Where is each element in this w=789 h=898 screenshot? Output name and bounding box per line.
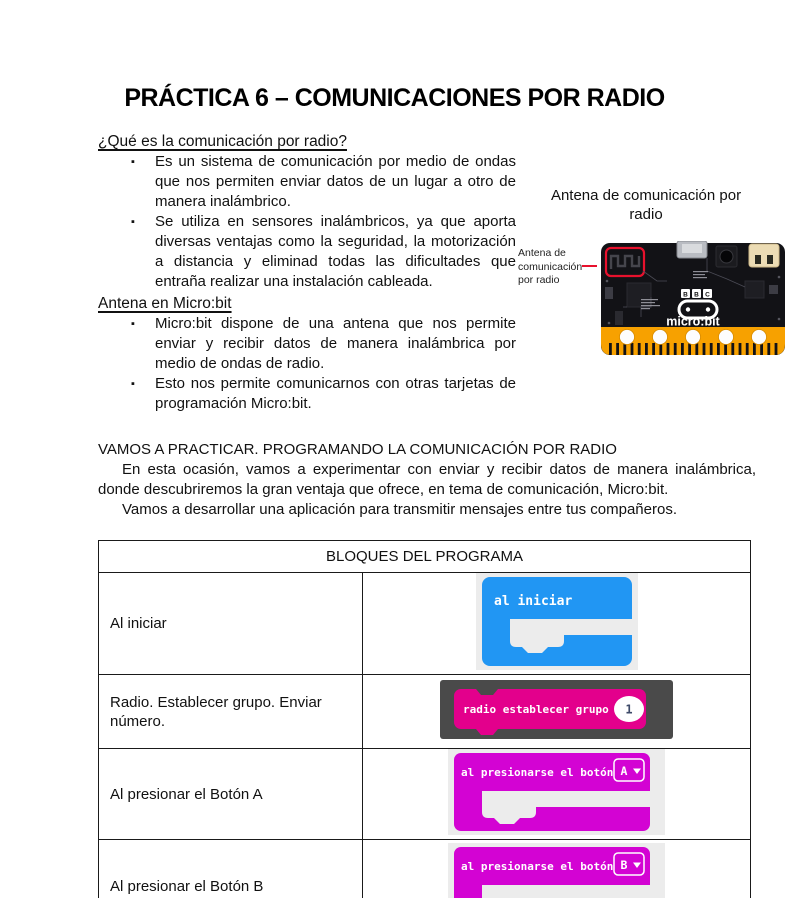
- page-title: PRÁCTICA 6 – COMUNICACIONES POR RADIO: [124, 84, 665, 112]
- block-on-button-a-image: [448, 749, 665, 835]
- bullet-item: ▪ Es un sistema de comunicación por medio de ondas que nos permiten enviar datos de un lugar a otro de manera inalámbrico.: [155, 152, 516, 212]
- number-slot-value: 1: [625, 702, 633, 717]
- table-row: [99, 749, 751, 840]
- table-header-row: [99, 541, 751, 573]
- block-label: al presionarse el botón: [461, 766, 614, 779]
- bullet-list-radio: [98, 152, 516, 292]
- bullet-item: ▪ Esto nos permite comunicarnos con otras tarjetas de programación Micro:bit.: [155, 374, 516, 414]
- table-row: [99, 573, 751, 675]
- row-label: Al presionar el Botón B: [99, 840, 363, 898]
- practice-section: [98, 440, 756, 520]
- row-label: Radio. Establecer grupo. Enviar número.: [99, 675, 363, 749]
- section-heading-antena: Antena en Micro:bit: [98, 295, 232, 312]
- practice-paragraph: Vamos a desarrollar una aplicación para transmitir mensajes entre tus compañeros.: [122, 501, 677, 518]
- section-heading-radio: ¿Qué es la comunicación por radio?: [98, 133, 347, 150]
- figure-column: [518, 186, 774, 363]
- blocks-table: [98, 540, 751, 898]
- dropdown-value: A: [620, 764, 628, 778]
- block-label: radio establecer grupo: [463, 703, 609, 716]
- body-text-column: [98, 130, 516, 414]
- row-block-cell: [363, 749, 751, 840]
- block-on-start-image: [476, 573, 638, 670]
- bullet-item: ▪ Micro:bit dispone de una antena que nos permite enviar y recibir datos de manera inalámbrica por medio de ondas de radio.: [155, 314, 516, 374]
- svg-text:B: B: [683, 291, 689, 299]
- table-header-cell: BLOQUES DEL PROGRAMA: [99, 541, 751, 573]
- practice-heading: VAMOS A PRACTICAR. PROGRAMANDO LA COMUNICACIÓN POR RADIO: [98, 441, 617, 458]
- battery-connector: [749, 244, 779, 267]
- reset-button: [716, 246, 737, 267]
- bullet-list-antena: [98, 314, 516, 414]
- microbit-board-image: [597, 241, 789, 363]
- row-label: Al iniciar: [99, 573, 363, 675]
- block-label: al presionarse el botón: [461, 860, 614, 873]
- dropdown-value: B: [620, 858, 628, 872]
- antenna-pointer-label: Antena de comunicación por radio: [518, 247, 583, 286]
- row-block-cell: [363, 573, 751, 675]
- bullet-item: ▪ Se utiliza en sensores inalámbricos, ya que aporta diversas ventajas como la seguridad, la motorización a distancia y eliminad todas las dificultades que entraña realizar una instalación cableada.: [155, 212, 516, 292]
- svg-text:C: C: [705, 291, 711, 299]
- block-on-button-b-image: [448, 843, 665, 898]
- practice-paragraph: En esta ocasión, vamos a experimentar con enviar y recibir datos de manera inalámbrica, donde descubriremos la gran ventaja que ofrece, en tema de comunicación, Micro:bit.: [98, 461, 756, 498]
- microbit-brand-text: micro:bit: [666, 314, 720, 329]
- pointer-line: [582, 265, 597, 267]
- row-block-cell: [363, 840, 751, 898]
- block-radio-set-group-image: [440, 680, 673, 739]
- row-label: Al presionar el Botón A: [99, 749, 363, 840]
- row-block-cell: [363, 675, 751, 749]
- table-row: [99, 675, 751, 749]
- block-label: al iniciar: [493, 594, 572, 609]
- bbc-logo: [681, 289, 712, 298]
- figure-caption: Antena de comunicación por radio: [550, 187, 742, 223]
- svg-text:B: B: [694, 291, 700, 299]
- usb-connector: [677, 241, 707, 258]
- microbit-figure: [518, 241, 774, 363]
- table-row: [99, 840, 751, 898]
